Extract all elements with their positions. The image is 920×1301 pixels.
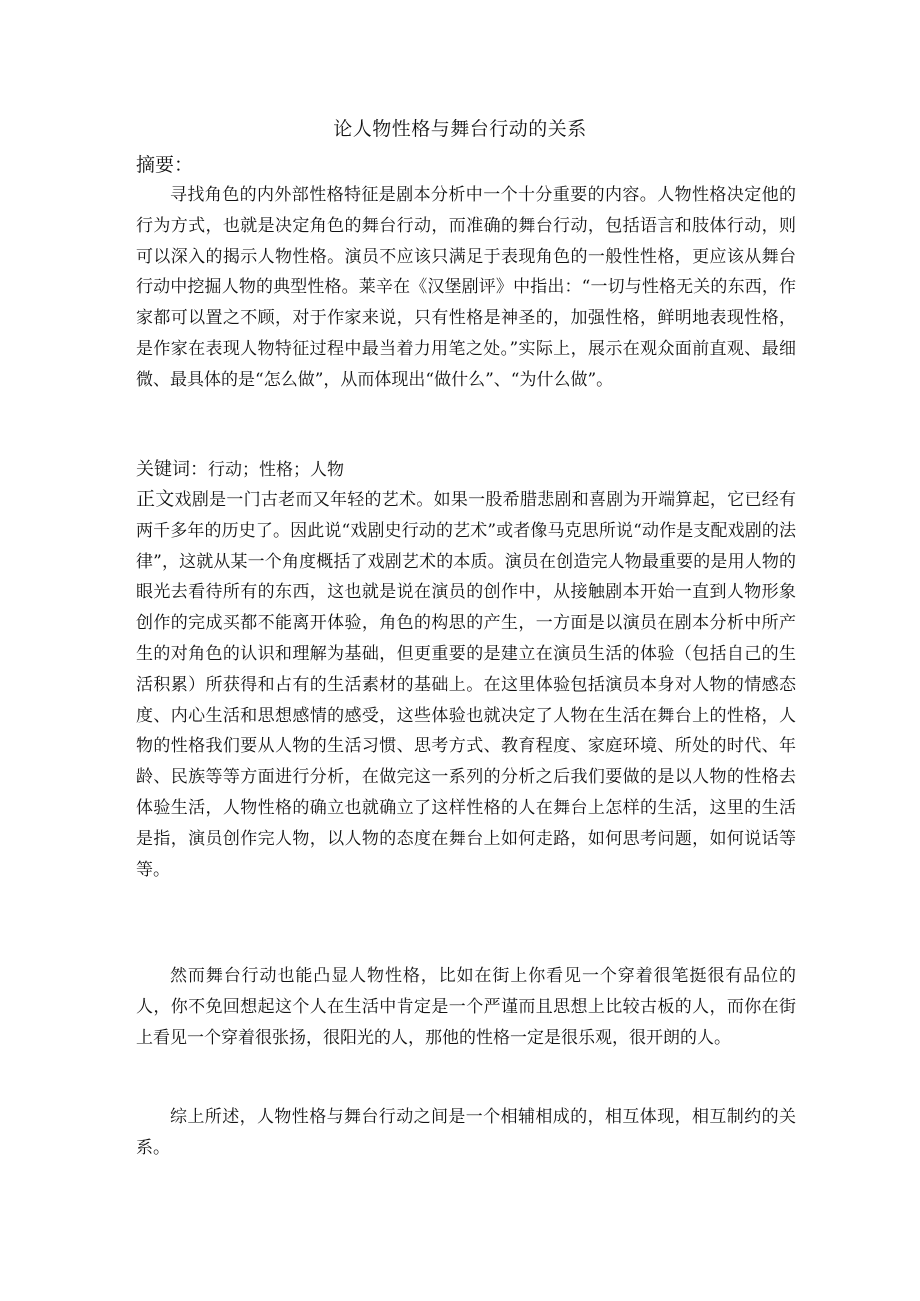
keywords-label: 关键词： [136, 459, 208, 480]
body-paragraph-1-text: 戏剧是一门古老而又年轻的艺术。如果一股希腊悲剧和喜剧为开端算起，它已经有两千多年的历史了。因此说“戏剧史行动的艺术”或者像马克思所说“动作是支配戏剧的法律”，这就从某一个角度概括了戏剧艺术的本质。演员在创造完人物最重要的是用人物的眼光去看待所有的东西，这也就是说在演员的创作中，从接触剧本开始一直到人物形象创作的完成买都不能离开体验，角色的构思的产生，一方面是以演员在剧本分析中所产生的对角色的认识和理解为基础，但更重要的是建立在演员生活的体验（包括自己的生活积累）所获得和占有的生活素材的基础上。在这里体验包括演员本身对人物的情感态度、内心生活和思想感情的感受，这些体验也就决定了人物在生活在舞台上的性格，人物的性格我们要从人物的生活习惯、思考方式、教育程度、家庭环境、所处的时代、年龄、民族等等方面进行分析，在做完这一系列的分析之后我们要做的是以人物的性格去体验生活，人物性格的确立也就确立了这样性格的人在舞台上怎样的生活，这里的生活是指，演员创作完人物，以人物的态度在舞台上如何走路，如何思考问题，如何说话等等。 [136, 490, 796, 880]
keywords-text: 行动；性格；人物 [208, 460, 344, 480]
body-label: 正文 [136, 488, 175, 510]
page-title: 论人物性格与舞台行动的关系 [333, 118, 587, 140]
abstract-paragraph: 寻找角色的内外部性格特征是剧本分析中一个十分重要的内容。人物性格决定他的行为方式，也就是决定角色的舞台行动，而准确的舞台行动，包括语言和肢体行动，则可以深入的揭示人物性格。演员不应该只满足于表现角色的一般性性格，更应该从舞台行动中挖掘人物的典型性格。莱辛在《汉堡剧评》中指出：“一切与性格无关的东西，作家都可以置之不顾，对于作家来说，只有性格是神圣的，加强性格，鲜明地表现性格，是作家在表现人物特征过程中最当着力用笔之处。”实际上，展示在观众面前直观、最细微、最具体的是“怎么做”，从而体现出“做什么”、“为什么做”。 [136, 185, 796, 390]
abstract-label: 摘要： [136, 154, 194, 176]
body-paragraph-3: 综上所述，人物性格与舞台行动之间是一个相辅相成的，相互体现，相互制约的关系。 [136, 1107, 796, 1158]
keywords-line [136, 457, 344, 483]
body-paragraph-2: 然而舞台行动也能凸显人物性格，比如在街上你看见一个穿着很笔挺很有品位的人，你不免回想起这个人在生活中肯定是一个严谨而且思想上比较古板的人，而你在街上看见一个穿着很张扬，很阳光的人，那他的性格一定是很乐观，很开朗的人。 [136, 966, 796, 1048]
body-paragraph-1 [136, 484, 796, 885]
